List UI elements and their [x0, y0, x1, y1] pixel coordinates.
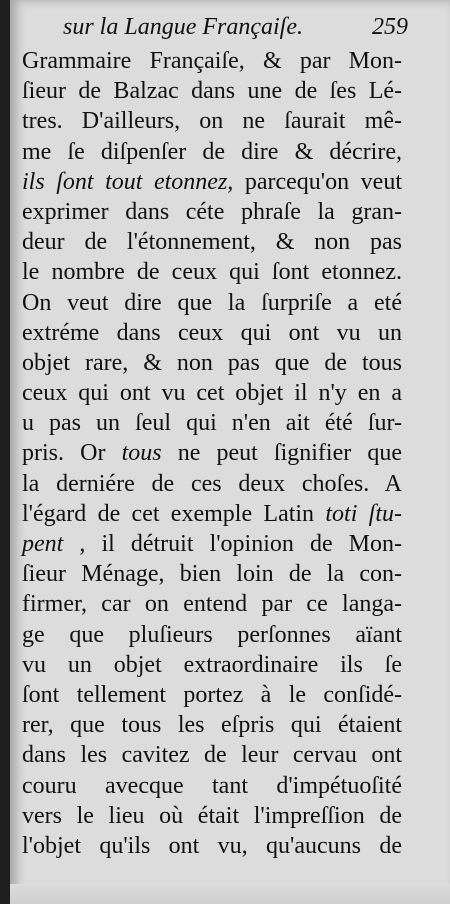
- text-segment: l'égard de cet exemple Latin: [22, 500, 326, 527]
- text-line: [22, 710, 402, 740]
- text-segment: objet rare, & non pas que de tous: [22, 349, 402, 376]
- text-segment: rer, que tous les eſpris qui étaient: [22, 712, 402, 739]
- text-segment: u pas un ſeul qui n'en ait été ſur-: [22, 410, 402, 437]
- text-segment: Grammaire Françaiſe, & par Mon-: [22, 48, 402, 74]
- text-segment: me ſe diſpenſer de dire & décrire,: [22, 138, 402, 165]
- page-bottom-edge: [10, 884, 450, 904]
- text-line: [22, 76, 402, 106]
- text-line: [22, 408, 402, 438]
- text-line: [22, 620, 402, 650]
- text-segment: le nombre de ceux qui ſont etonnez.: [22, 259, 402, 286]
- text-segment: deur de l'étonnement, & non pas: [22, 229, 402, 256]
- text-segment: tous: [121, 440, 162, 467]
- text-line: [22, 589, 402, 619]
- text-segment: tres. D'ailleurs, on ne ſaurait mê-: [22, 108, 402, 135]
- text-segment: firmer, car on entend par ce langa-: [22, 591, 402, 618]
- text-segment: parcequ'on veut: [233, 168, 402, 195]
- text-line: [22, 680, 402, 710]
- text-line: [22, 801, 402, 831]
- text-line: [22, 469, 402, 499]
- text-line: [22, 771, 402, 801]
- text-line: [22, 559, 402, 589]
- text-segment: dans les cavitez de leur cervau ont: [22, 742, 402, 769]
- text-line: [22, 650, 402, 680]
- text-segment: l'objet qu'ils ont vu, qu'aucuns de: [22, 832, 402, 859]
- text-line: [22, 257, 402, 287]
- text-line: [22, 318, 402, 348]
- text-line: [22, 499, 402, 529]
- text-segment: ceux qui ont vu cet objet il n'y en a: [22, 380, 402, 407]
- text-line: [22, 227, 402, 257]
- text-segment: la derniére de ces deux choſes. A: [22, 470, 402, 497]
- text-segment: toti ſtu-: [325, 500, 402, 527]
- text-segment: vu un objet extraordinaire ils ſe: [22, 651, 402, 678]
- text-segment: extréme dans ceux qui ont vu un: [22, 319, 402, 346]
- text-segment: ſont tellement portez à le conſidé-: [22, 681, 402, 708]
- text-line: [22, 529, 402, 559]
- text-segment: ge que pluſieurs perſonnes aïant: [22, 621, 402, 648]
- text-segment: ſieur Ménage, bien loin de la con-: [22, 561, 402, 588]
- text-line: [22, 137, 402, 167]
- text-segment: couru avecque tant d'impétuoſité: [22, 772, 402, 799]
- text-line: [22, 740, 402, 770]
- text-line: [22, 197, 402, 227]
- text-line: [22, 378, 402, 408]
- text-segment: exprimer dans céte phraſe la gran-: [22, 198, 402, 225]
- running-title: sur la Langue Françaiſe.: [63, 14, 303, 40]
- text-segment: vers le lieu où était l'impreſſion de: [22, 802, 402, 829]
- text-line: [22, 46, 402, 76]
- text-line: [22, 348, 402, 378]
- text-line: [22, 106, 402, 136]
- text-line: [22, 831, 402, 861]
- text-line: [22, 288, 402, 318]
- text-segment: , il détruit l'opinion de Mon-: [63, 531, 402, 557]
- page-number: 259: [372, 14, 408, 40]
- page-header: [63, 14, 408, 48]
- body-text: [22, 46, 402, 861]
- text-segment: ne peut ſignifier que: [161, 440, 403, 467]
- text-segment: pris. Or: [22, 440, 122, 467]
- text-segment: ils ſont tout etonnez,: [22, 168, 234, 195]
- text-segment: On veut dire que la ſurpriſe a eté: [22, 289, 402, 316]
- text-line: [22, 438, 402, 468]
- text-segment: ſieur de Balzac dans une de ſes Lé-: [22, 78, 402, 105]
- text-segment: pent: [22, 531, 64, 557]
- text-line: [22, 167, 402, 197]
